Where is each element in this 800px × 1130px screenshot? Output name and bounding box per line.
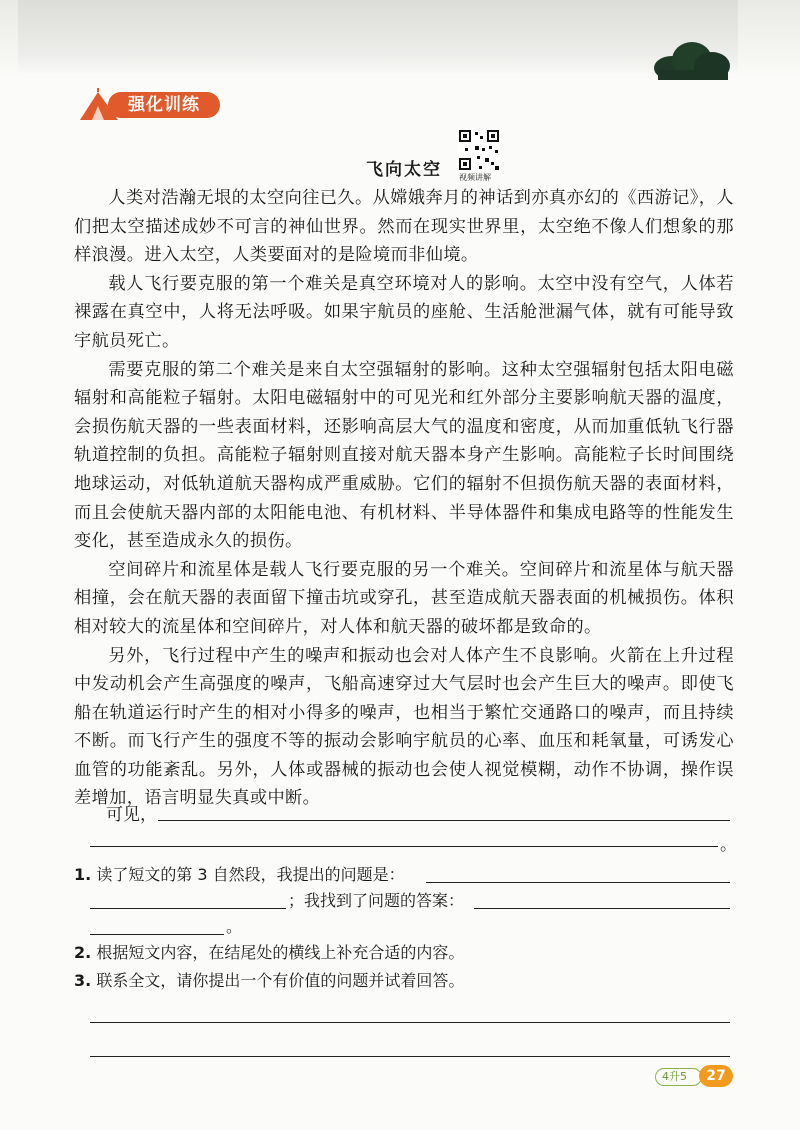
passage-header [366, 128, 526, 180]
conclusion-blank-2[interactable] [90, 846, 718, 847]
question-1-mid: ；我找到了问题的答案： [288, 891, 465, 910]
answer-blank-1[interactable] [426, 882, 730, 883]
qr-code-icon[interactable] [457, 128, 501, 172]
answer-blank-2[interactable] [90, 908, 286, 909]
header-strip [18, 0, 738, 74]
question-1: 1. 读了短文的第 3 自然段，我提出的问题是： [74, 865, 405, 884]
paragraph: 需要克服的第二个难关是来自太空强辐射的影响。这种太空强辐射包括太阳电磁辐射和高能粒子辐射。太阳电磁辐射中的可见光和红外部分主要影响航天器的温度，会损伤航天器的一些表面材料，还影响高层大气的温度和密度，从而加重低轨飞行器轨道控制的负担。高能粒子辐射则直接对航天器本身产生影响。高能粒子长时间围绕地球运动，对低轨道航天器构成严重威胁。它们的辐射不但损伤航天器的表面材料，而且会使航天器内部的太阳能电池、有机材料、半导体器件和集成电路等的性能发生变化，甚至造成永久的损伤。 [74, 359, 734, 552]
answer-blank-5[interactable] [90, 1022, 730, 1023]
page-badge [655, 1065, 735, 1087]
section-title: 强化训练 [108, 92, 220, 118]
conclusion-blank-1[interactable] [158, 820, 730, 821]
paragraph: 另外，飞行过程中产生的噪声和振动也会对人体产生不良影响。火箭在上升过程中发动机会产生高强度的噪声，飞船高速穿过大气层时也会产生巨大的噪声。即使飞船在轨道运行时产生的相对小得多的噪声，也相当于繁忙交通路口的噪声，而且持续不断。而飞行产生的强度不等的振动会影响宇航员的心率、血压和耗氧量，可诱发心血管的功能紊乱。另外，人体或器械的振动也会使人视觉模糊，动作不协调，操作误差增加，语言明显失真或中断。 [74, 645, 734, 809]
page-number: 27 [699, 1065, 733, 1087]
passage-title: 飞向太空 [366, 160, 442, 180]
bush-decoration-icon [652, 40, 732, 80]
grade-tag: 4升5 [655, 1068, 702, 1086]
conclusion-period: 。 [720, 835, 737, 855]
answer-blank-4[interactable] [90, 934, 224, 935]
question-3: 3. 联系全文，请你提出一个有价值的问题并试着回答。 [74, 971, 465, 990]
qr-caption: 视频讲解 [459, 173, 491, 182]
question-1-end: 。 [226, 917, 243, 936]
answer-blank-6[interactable] [90, 1056, 730, 1057]
paragraph: 空间碎片和流星体是载人飞行要克服的另一个难关。空间碎片和流星体与航天器相撞，会在航天器的表面留下撞击坑或穿孔，甚至造成航天器表面的机械损伤。体积相对较大的流星体和空间碎片，对人体和航天器的破坏都是致命的。 [74, 559, 734, 637]
paragraph: 人类对浩瀚无垠的太空向往已久。从嫦娥奔月的神话到亦真亦幻的《西游记》，人们把太空描述成妙不可言的神仙世界。然而在现实世界里，太空绝不像人们想象的那样浪漫。进入太空，人类要面对的是险境而非仙境。 [74, 188, 734, 266]
question-2: 2. 根据短文内容，在结尾处的横线上补充合适的内容。 [74, 943, 465, 962]
passage-body [74, 184, 734, 813]
paragraph: 载人飞行要克服的第一个难关是真空环境对人的影响。太空中没有空气，人体若裸露在真空中，人将无法呼吸。如果宇航员的座舱、生活舱泄漏气体，就有可能导致宇航员死亡。 [74, 273, 734, 351]
answer-blank-3[interactable] [474, 908, 730, 909]
section-header [78, 88, 223, 122]
conclusion-block [74, 800, 737, 855]
conclusion-label: 可见， [106, 805, 157, 825]
